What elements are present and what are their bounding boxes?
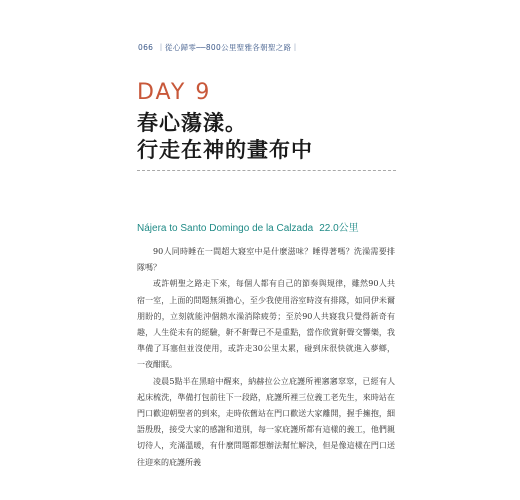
- running-header: [138, 42, 303, 53]
- body-text: [137, 244, 395, 471]
- page-number: 066: [138, 43, 154, 52]
- route-info: [137, 219, 359, 234]
- paragraph: 凌晨5點半在黑暗中醒來，納赫拉公立庇護所裡窸窸窣窣，已經有人起床梳洗，準備打包前往下一段路，庇護所裡三位義工老先生，來時站在門口歡迎朝聖者的到來，走時依舊站在門口歡送大家離開，握手擁抱，細語殷殷，接受大家的感謝和道別，每一家庇護所都有這樣的義工，他們親切待人，充滿溫暖，有什麼問題都想辦法幫忙解決，但是像這樣在門口送往迎來的庇護所義: [137, 376, 395, 467]
- paragraph: 90人同時睡在一間超大寢室中是什麼滋味？睡得著嗎？洗澡需要排隊嗎？: [137, 247, 395, 273]
- route-distance: 22.0公里: [319, 223, 359, 234]
- chapter-title-line2: 行走在神的畫布中: [137, 137, 313, 162]
- paragraph: 或許朝聖之路走下來，每個人都有自己的節奏與規律，雖然90人共宿一室，上面的問題無須擔心，至少我使用浴室時沒有排隊，如同伊米爾朋盼的，立刻就能沖個熱水澡消除疲勞；至於90人共寢我只覺得新奇有趣，人生從未有的經驗，鼾不鼾聲已不是重點，當作欣賞鼾聲交響樂，我準備了耳塞但並沒使用，或許走30公里太累，碰到床很快就進入夢鄉，一夜酣眠。: [137, 279, 395, 370]
- day-label: DAY 9: [137, 80, 212, 105]
- dashed-divider: [137, 170, 396, 171]
- running-title: ｜從心歸零──800公里聖雅各朝聖之路｜: [157, 43, 300, 52]
- route-name: Nájera to Santo Domingo de la Calzada: [137, 223, 314, 234]
- chapter-title-line1: 春心蕩漾。: [137, 110, 247, 135]
